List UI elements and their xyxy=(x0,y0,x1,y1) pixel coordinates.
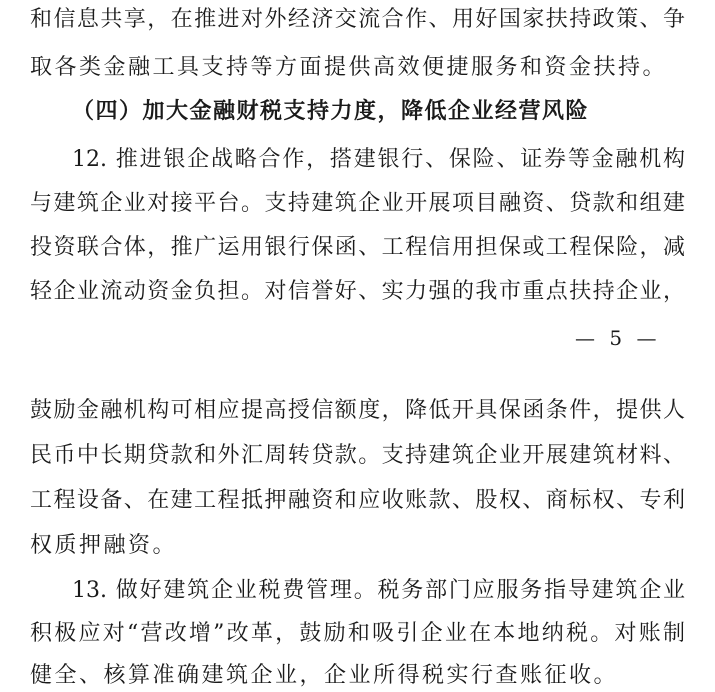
paragraph-line: 13. 做好建筑企业税费管理。税务部门应服务指导建筑企业 xyxy=(72,578,685,603)
paragraph-line: 轻企业流动资金负担。对信誉好、实力强的我市重点扶持企业， xyxy=(30,279,685,304)
paragraph-line: 鼓励金融机构可相应提高授信额度，降低开具保函条件，提供人 xyxy=(30,398,685,423)
paragraph-line: 投资联合体，推广运用银行保函、工程信用担保或工程保险，减 xyxy=(30,235,685,260)
paragraph-line: 工程设备、在建工程抵押融资和应收账款、股权、商标权、专利 xyxy=(30,488,685,513)
section-heading: （四）加大金融财税支持力度，降低企业经营风险 xyxy=(72,99,590,124)
paragraph-line: 健全、核算准确建筑企业，企业所得税实行查账征收。 xyxy=(30,663,619,688)
paragraph-line: 积极应对“营改增”改革，鼓励和吸引企业在本地纳税。对账制 xyxy=(30,621,685,646)
paragraph-line: 12. 推进银企战略合作，搭建银行、保险、证券等金融机构 xyxy=(72,147,685,172)
paragraph-line: 与建筑企业对接平台。支持建筑企业开展项目融资、贷款和组建 xyxy=(30,191,685,216)
paragraph-line: 取各类金融工具支持等方面提供高效便捷服务和资金扶持。 xyxy=(30,55,668,80)
page-number: — 5 — xyxy=(575,326,661,350)
paragraph-line: 权质押融资。 xyxy=(30,533,178,558)
paragraph-line: 和信息共享，在推进对外经济交流合作、用好国家扶持政策、争 xyxy=(30,7,685,32)
paragraph-line: 民币中长期贷款和外汇周转贷款。支持建筑企业开展建筑材料、 xyxy=(30,443,685,468)
